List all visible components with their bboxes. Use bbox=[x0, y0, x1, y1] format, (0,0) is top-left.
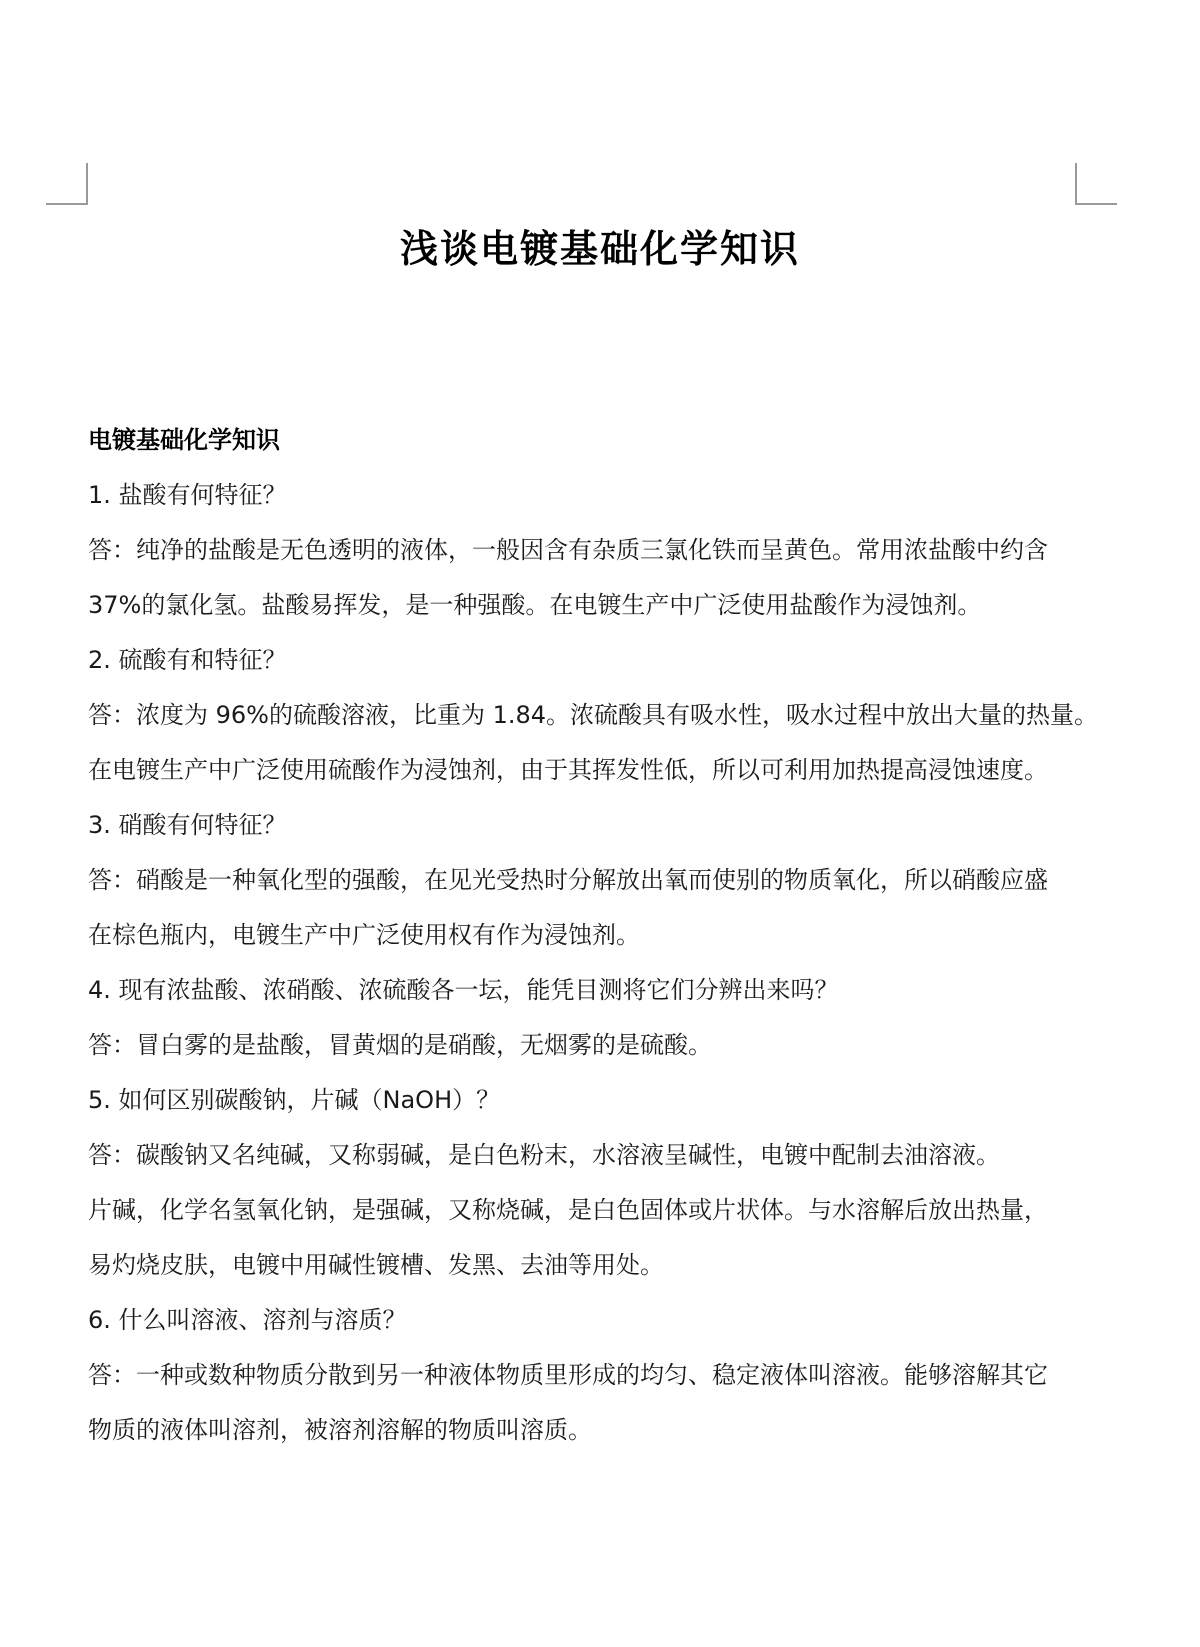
answer-3-line-2: 在棕色瓶内，电镀生产中广泛使用权有作为浸蚀剂。 bbox=[88, 921, 640, 949]
answer-5-line-3: 易灼烧皮肤，电镀中用碱性镀槽、发黑、去油等用处。 bbox=[88, 1251, 664, 1279]
question-5: 5. 如何区别碳酸钠，片碱（NaOH）？ bbox=[88, 1086, 501, 1114]
crop-mark-top-right bbox=[1075, 163, 1117, 205]
answer-2-line-2: 在电镀生产中广泛使用硫酸作为浸蚀剂，由于其挥发性低，所以可利用加热提高浸蚀速度。 bbox=[88, 756, 1048, 784]
document-title: 浅谈电镀基础化学知识 bbox=[399, 226, 800, 271]
question-4: 4. 现有浓盐酸、浓硝酸、浓硫酸各一坛，能凭目测将它们分辨出来吗？ bbox=[88, 976, 839, 1004]
document-body bbox=[88, 420, 1099, 1465]
section-heading: 电镀基础化学知识 bbox=[88, 426, 280, 454]
answer-1-line-2: 37%的氯化氢。盐酸易挥发，是一种强酸。在电镀生产中广泛使用盐酸作为浸蚀剂。 bbox=[88, 591, 982, 619]
crop-mark-top-left bbox=[46, 163, 88, 205]
answer-5-line-2: 片碱，化学名氢氧化钠，是强碱，又称烧碱，是白色固体或片状体。与水溶解后放出热量， bbox=[88, 1196, 1048, 1224]
answer-6-line-1: 答：一种或数种物质分散到另一种液体物质里形成的均匀、稳定液体叫溶液。能够溶解其它 bbox=[88, 1361, 1048, 1389]
answer-3-line-1: 答：硝酸是一种氧化型的强酸，在见光受热时分解放出氧而使别的物质氧化，所以硝酸应盛 bbox=[88, 866, 1048, 894]
question-3: 3. 硝酸有何特征？ bbox=[88, 811, 287, 839]
question-1: 1. 盐酸有何特征？ bbox=[88, 481, 287, 509]
answer-4-line-1: 答：冒白雾的是盐酸，冒黄烟的是硝酸，无烟雾的是硫酸。 bbox=[88, 1031, 712, 1059]
question-6: 6. 什么叫溶液、溶剂与溶质？ bbox=[88, 1306, 407, 1334]
question-2: 2. 硫酸有和特征？ bbox=[88, 646, 287, 674]
answer-1-line-1: 答：纯净的盐酸是无色透明的液体，一般因含有杂质三氯化铁而呈黄色。常用浓盐酸中约含 bbox=[88, 536, 1048, 564]
answer-6-line-2: 物质的液体叫溶剂，被溶剂溶解的物质叫溶质。 bbox=[88, 1416, 592, 1444]
answer-2-line-1: 答：浓度为 96%的硫酸溶液，比重为 1.84。浓硫酸具有吸水性，吸水过程中放出大量的热量。 bbox=[88, 701, 1099, 729]
answer-5-line-1: 答：碳酸钠又名纯碱，又称弱碱，是白色粉末，水溶液呈碱性，电镀中配制去油溶液。 bbox=[88, 1141, 1000, 1169]
